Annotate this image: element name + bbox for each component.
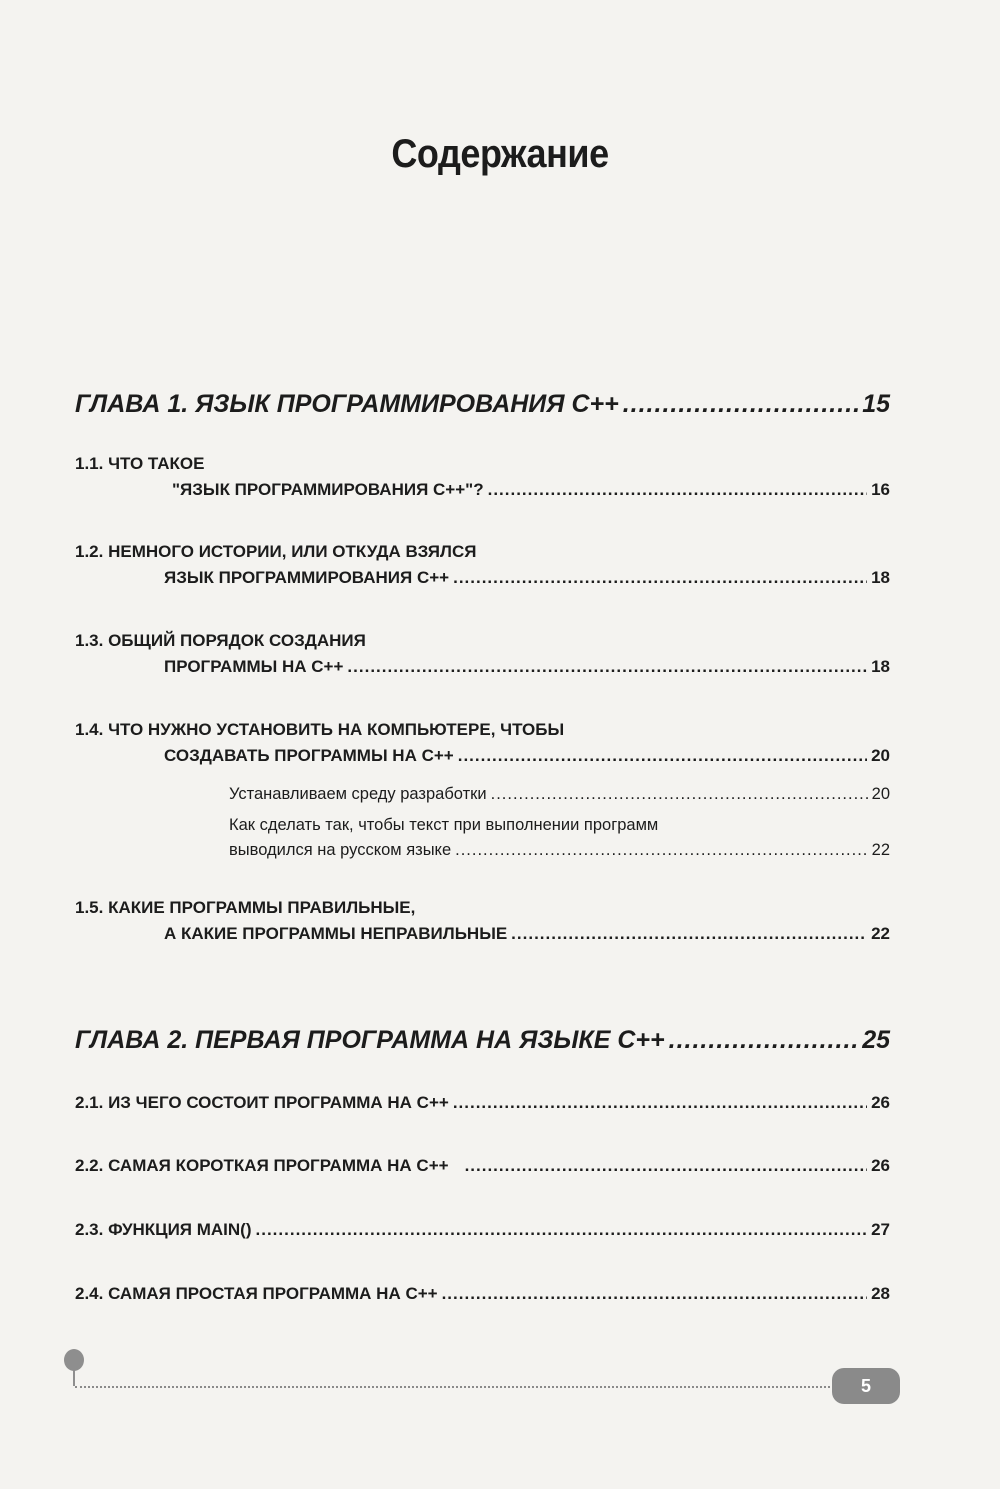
- toc-label: ГЛАВА 2. ПЕРВАЯ ПРОГРАММА НА ЯЗЫКЕ С++: [75, 1026, 665, 1054]
- toc-label: А КАКИЕ ПРОГРАММЫ НЕПРАВИЛЬНЫЕ: [164, 924, 508, 943]
- leader-dots: [455, 841, 868, 860]
- toc-page: 25: [862, 1026, 890, 1054]
- toc-label: 2.3. ФУНКЦИЯ MAIN(): [75, 1220, 252, 1239]
- toc-page: 28: [871, 1284, 890, 1303]
- toc-chapter-2[interactable]: [75, 1026, 890, 1055]
- toc-page: 26: [871, 1093, 890, 1112]
- toc-1-4-b-line1[interactable]: Как сделать так, чтобы текст при выполнении программ: [229, 816, 659, 834]
- toc-page: 20: [871, 785, 890, 803]
- leader-dots: [442, 1284, 868, 1304]
- toc-page: 18: [871, 657, 890, 676]
- leader-dots: [669, 1026, 859, 1055]
- page-number-badge: 5: [832, 1368, 900, 1404]
- toc-1-3-line1[interactable]: 1.3. ОБЩИЙ ПОРЯДОК СОЗДАНИЯ: [75, 631, 366, 650]
- toc-label: 2.4. САМАЯ ПРОСТАЯ ПРОГРАММА НА С++: [75, 1284, 438, 1303]
- toc-label: Устанавливаем среду разработки: [229, 785, 487, 803]
- toc-label: выводился на русском языке: [229, 841, 452, 859]
- toc-page: 18: [871, 568, 890, 587]
- toc-1-1-line1[interactable]: 1.1. ЧТО ТАКОЕ: [75, 454, 205, 473]
- toc-label: СОЗДАВАТЬ ПРОГРАММЫ НА С++: [164, 746, 454, 765]
- toc-1-2-line1[interactable]: 1.2. НЕМНОГО ИСТОРИИ, ИЛИ ОТКУДА ВЗЯЛСЯ: [75, 542, 477, 561]
- toc-label: "ЯЗЫК ПРОГРАММИРОВАНИЯ С++"?: [172, 480, 484, 499]
- page-title: Содержание: [391, 132, 609, 176]
- toc-1-4-a[interactable]: [229, 785, 890, 804]
- toc-1-5-line1[interactable]: 1.5. КАКИЕ ПРОГРАММЫ ПРАВИЛЬНЫЕ,: [75, 898, 416, 917]
- leader-dots: [347, 657, 867, 677]
- leader-dots: [465, 1156, 868, 1176]
- toc-1-4[interactable]: [164, 746, 890, 766]
- toc-page: 22: [871, 841, 890, 859]
- toc-label: 2.1. ИЗ ЧЕГО СОСТОИТ ПРОГРАММА НА С++: [75, 1093, 449, 1112]
- toc-1-3[interactable]: [164, 657, 890, 677]
- footer-bullet-stem: [73, 1370, 75, 1386]
- leader-dots: [491, 785, 868, 804]
- toc-1-4-b[interactable]: [229, 841, 890, 860]
- toc-2-4[interactable]: [75, 1284, 890, 1304]
- toc-2-1[interactable]: [75, 1093, 890, 1113]
- leader-dots: [458, 746, 867, 766]
- toc-label: ЯЗЫК ПРОГРАММИРОВАНИЯ С++: [164, 568, 450, 587]
- leader-dots: [453, 568, 867, 588]
- toc-page: 26: [871, 1156, 890, 1175]
- toc-1-1[interactable]: [172, 480, 890, 500]
- leader-dots: [623, 390, 858, 419]
- leader-dots: [256, 1220, 868, 1240]
- toc-label: ПРОГРАММЫ НА С++: [164, 657, 344, 676]
- toc-1-2[interactable]: [164, 568, 890, 588]
- leader-dots: [511, 924, 867, 944]
- toc-page: 20: [871, 746, 890, 765]
- toc-1-4-line1[interactable]: 1.4. ЧТО НУЖНО УСТАНОВИТЬ НА КОМПЬЮТЕРЕ, ЧТОБЫ: [75, 720, 565, 739]
- toc-1-5[interactable]: [164, 924, 890, 944]
- leader-dots: [453, 1093, 867, 1113]
- toc-page: 15: [862, 390, 890, 418]
- toc-page: 27: [871, 1220, 890, 1239]
- leader-dots: [488, 480, 867, 500]
- toc-2-2[interactable]: [75, 1156, 890, 1176]
- toc-label: ГЛАВА 1. ЯЗЫК ПРОГРАММИРОВАНИЯ С++: [75, 390, 619, 418]
- toc-page: 16: [871, 480, 890, 499]
- footer-divider: [75, 1386, 830, 1388]
- toc-2-3[interactable]: [75, 1220, 890, 1240]
- toc-page: 22: [871, 924, 890, 943]
- toc-label: 2.2. САМАЯ КОРОТКАЯ ПРОГРАММА НА С++: [75, 1156, 449, 1175]
- footer-bullet-icon: [64, 1349, 84, 1371]
- toc-chapter-1[interactable]: [75, 390, 890, 419]
